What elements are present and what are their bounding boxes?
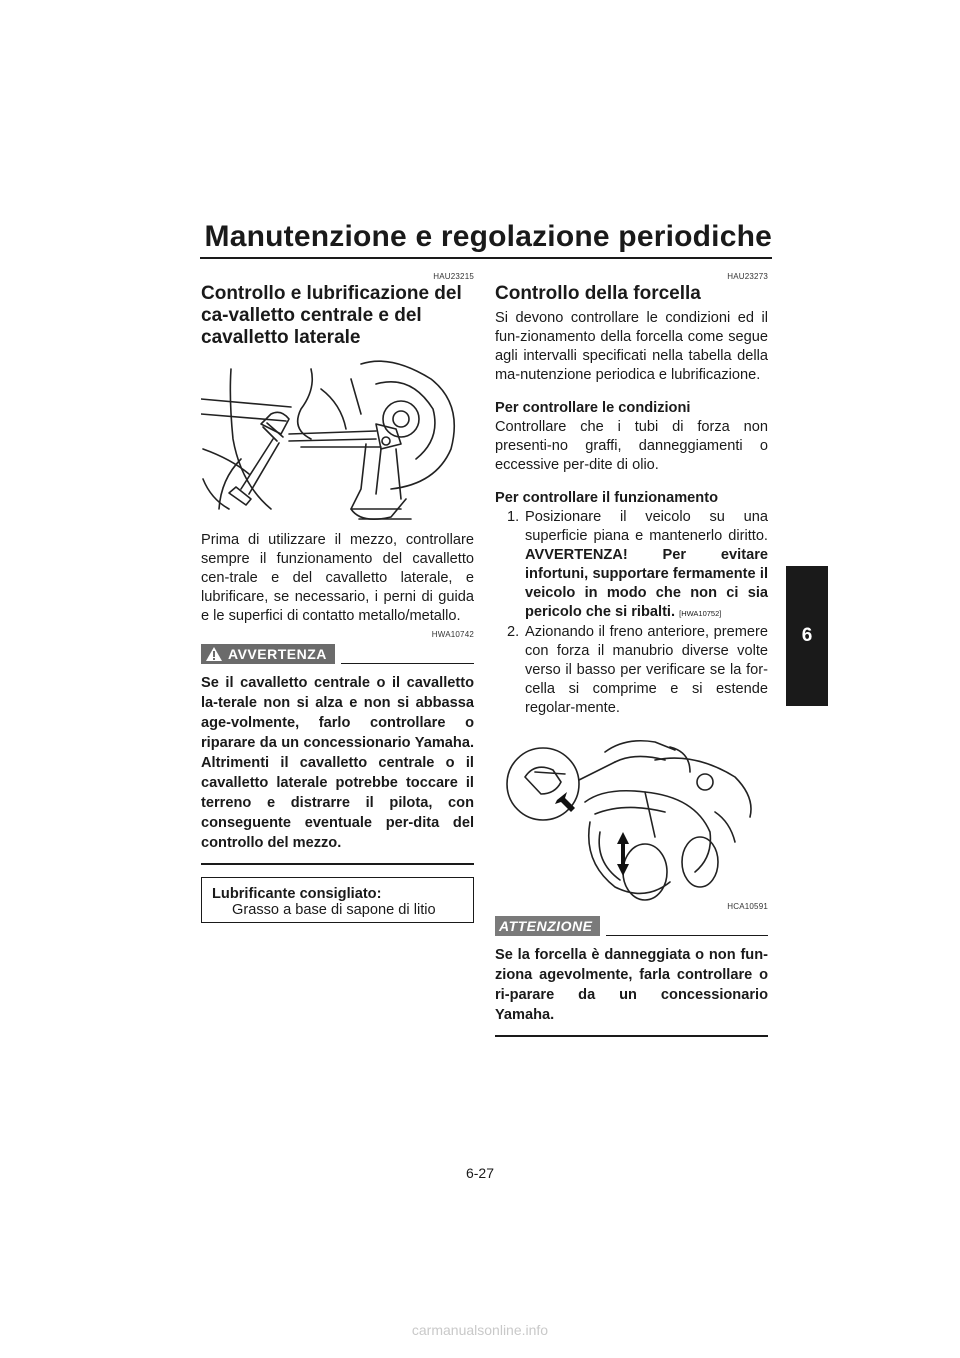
- condition-text: Controllare che i tubi di forza non presenti-no graffi, danneggiamenti o eccessive per-dite di olio.: [495, 419, 768, 473]
- warning-code: HWA10742: [431, 630, 474, 639]
- caution-label: ATTENZIONE: [499, 918, 593, 934]
- scooter-fork-illustration-icon: [495, 722, 768, 904]
- step-number: 1.: [507, 509, 520, 525]
- scooter-stand-illustration-icon: [201, 359, 474, 529]
- caution-code: HCA10591: [727, 902, 768, 911]
- chapter-tab: 6: [786, 566, 828, 706]
- lubricant-box: [201, 877, 474, 923]
- section-heading: Controllo e lubrificazione del ca-valletto centrale e del cavalletto laterale: [201, 283, 462, 348]
- section-code: HAU23215: [433, 272, 474, 281]
- header-rule: [200, 257, 772, 259]
- step-warning: AVVERTENZA! Per evitare infortuni, supportare fermamente il veicolo in modo che non ci sia pericolo che si ribalti.: [525, 547, 768, 620]
- page-title: Manutenzione e regolazione periodiche: [204, 220, 772, 253]
- stand-paragraph: Prima di utilizzare il mezzo, controllare sempre il funzionamento del cavalletto cen-trale e del cavalletto laterale, e lubrificare, se necessario, i perni di guida e le superfici di contatto metallo/metallo.: [201, 532, 474, 624]
- caution-text: Se la forcella è danneggiata o non fun-ziona agevolmente, farla controllare o ri-parare da un concessionario Yamaha.: [495, 947, 768, 1023]
- warning-header: [201, 643, 474, 665]
- warning-triangle-icon: [205, 646, 223, 662]
- caution-header: [495, 915, 768, 937]
- step-text: [525, 508, 768, 623]
- section-heading: Controllo della forcella: [495, 283, 701, 304]
- subheading-condition: Per controllare le condizioni: [495, 400, 691, 416]
- caution-label-box: [495, 916, 600, 936]
- step-code: [HWA10752]: [679, 609, 722, 618]
- fork-intro: Si devono controllare le condizioni ed il fun-zionamento della forcella come segue agli intervalli specificati nella tabella della ma-nutenzione periodica e lubrificazione.: [495, 310, 768, 383]
- subheading-operation: Per controllare il funzionamento: [495, 490, 718, 506]
- warning-text: Se il cavalletto centrale o il cavalletto la-terale non si alza e non si abbassa age-volmente, farlo controllare o riparare da un concessionario Yamaha. Altrimenti il cavalletto centrale o il cavalletto laterale potrebbe toccare il terreno e distrarre il pilota, con conseguente eventuale per-dita del controllo del mezzo.: [201, 675, 474, 851]
- step-number: 2.: [507, 624, 520, 640]
- caution-rule: [606, 935, 768, 937]
- page-number: 6-27: [465, 1165, 495, 1181]
- warning-label: AVVERTENZA: [228, 646, 327, 662]
- list-item: [495, 508, 768, 623]
- list-item: [495, 623, 768, 718]
- stand-figure: [201, 359, 474, 529]
- left-column: [201, 272, 474, 923]
- caution-end-rule: [495, 1035, 768, 1037]
- operation-steps: [495, 508, 768, 718]
- section-code: HAU23273: [727, 272, 768, 281]
- fork-figure: [495, 722, 768, 904]
- warning-label-box: [201, 644, 335, 664]
- warning-rule: [341, 663, 474, 665]
- footer-watermark: carmanualsonline.info: [411, 1322, 549, 1338]
- lubricant-value: Grasso a base di sapone di litio: [232, 901, 436, 918]
- warning-end-rule: [201, 863, 474, 865]
- lubricant-title: Lubrificante consigliato:: [212, 885, 382, 902]
- step-body: Posizionare il veicolo su una superficie piana e mantenerlo diritto.: [525, 509, 768, 544]
- step-text: Azionando il freno anteriore, premere con forza il manubrio diverse volte verso il basso per verificare se la for-cella si comprime e si estende regolar-mente.: [525, 624, 768, 716]
- right-column: [495, 272, 768, 1037]
